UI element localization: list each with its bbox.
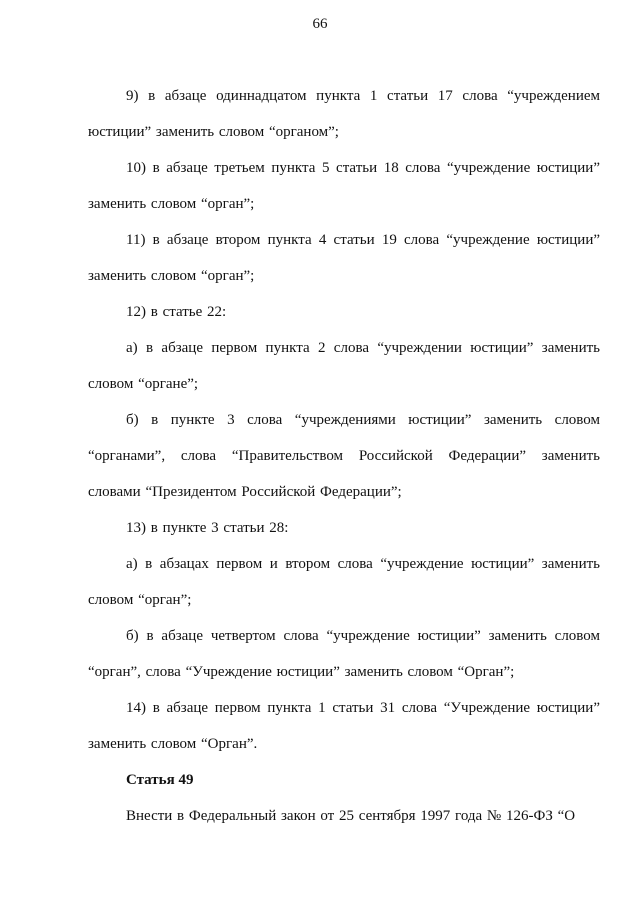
article-heading: Статья 49 bbox=[126, 772, 194, 788]
document-body bbox=[88, 78, 600, 834]
item-14: 14) в абзаце первом пункта 1 статьи 31 слова “Учреждение юстиции” заменить словом “Орган”. bbox=[88, 700, 600, 752]
item-10: 10) в абзаце третьем пункта 5 статьи 18 слова “учреждение юстиции” заменить словом “орган”; bbox=[88, 160, 600, 212]
page-number: 66 bbox=[312, 16, 328, 32]
item-12: 12) в статье 22: bbox=[126, 304, 227, 320]
item-13b: б) в абзаце четвертом слова “учреждение юстиции” заменить словом “орган”, слова “Учреждение юстиции” заменить словом “Орган”; bbox=[88, 628, 600, 680]
item-11: 11) в абзаце втором пункта 4 статьи 19 слова “учреждение юстиции” заменить словом “орган”; bbox=[88, 232, 600, 284]
item-13a: а) в абзацах первом и втором слова “учреждение юстиции” заменить словом “орган”; bbox=[88, 556, 600, 608]
item-12b: б) в пункте 3 слова “учреждениями юстиции” заменить словом “органами”, слова “Правительством Российской Федерации” заменить словами “Президентом Российской Федерации”; bbox=[88, 412, 600, 500]
article-intro: Внести в Федеральный закон от 25 сентября 1997 года № 126-ФЗ “О bbox=[126, 808, 576, 824]
item-9: 9) в абзаце одиннадцатом пункта 1 статьи 17 слова “учреждением юстиции” заменить словом “органом”; bbox=[88, 88, 600, 140]
item-13: 13) в пункте 3 статьи 28: bbox=[126, 520, 289, 536]
item-12a: а) в абзаце первом пункта 2 слова “учреждении юстиции” заменить словом “органе”; bbox=[88, 340, 600, 392]
